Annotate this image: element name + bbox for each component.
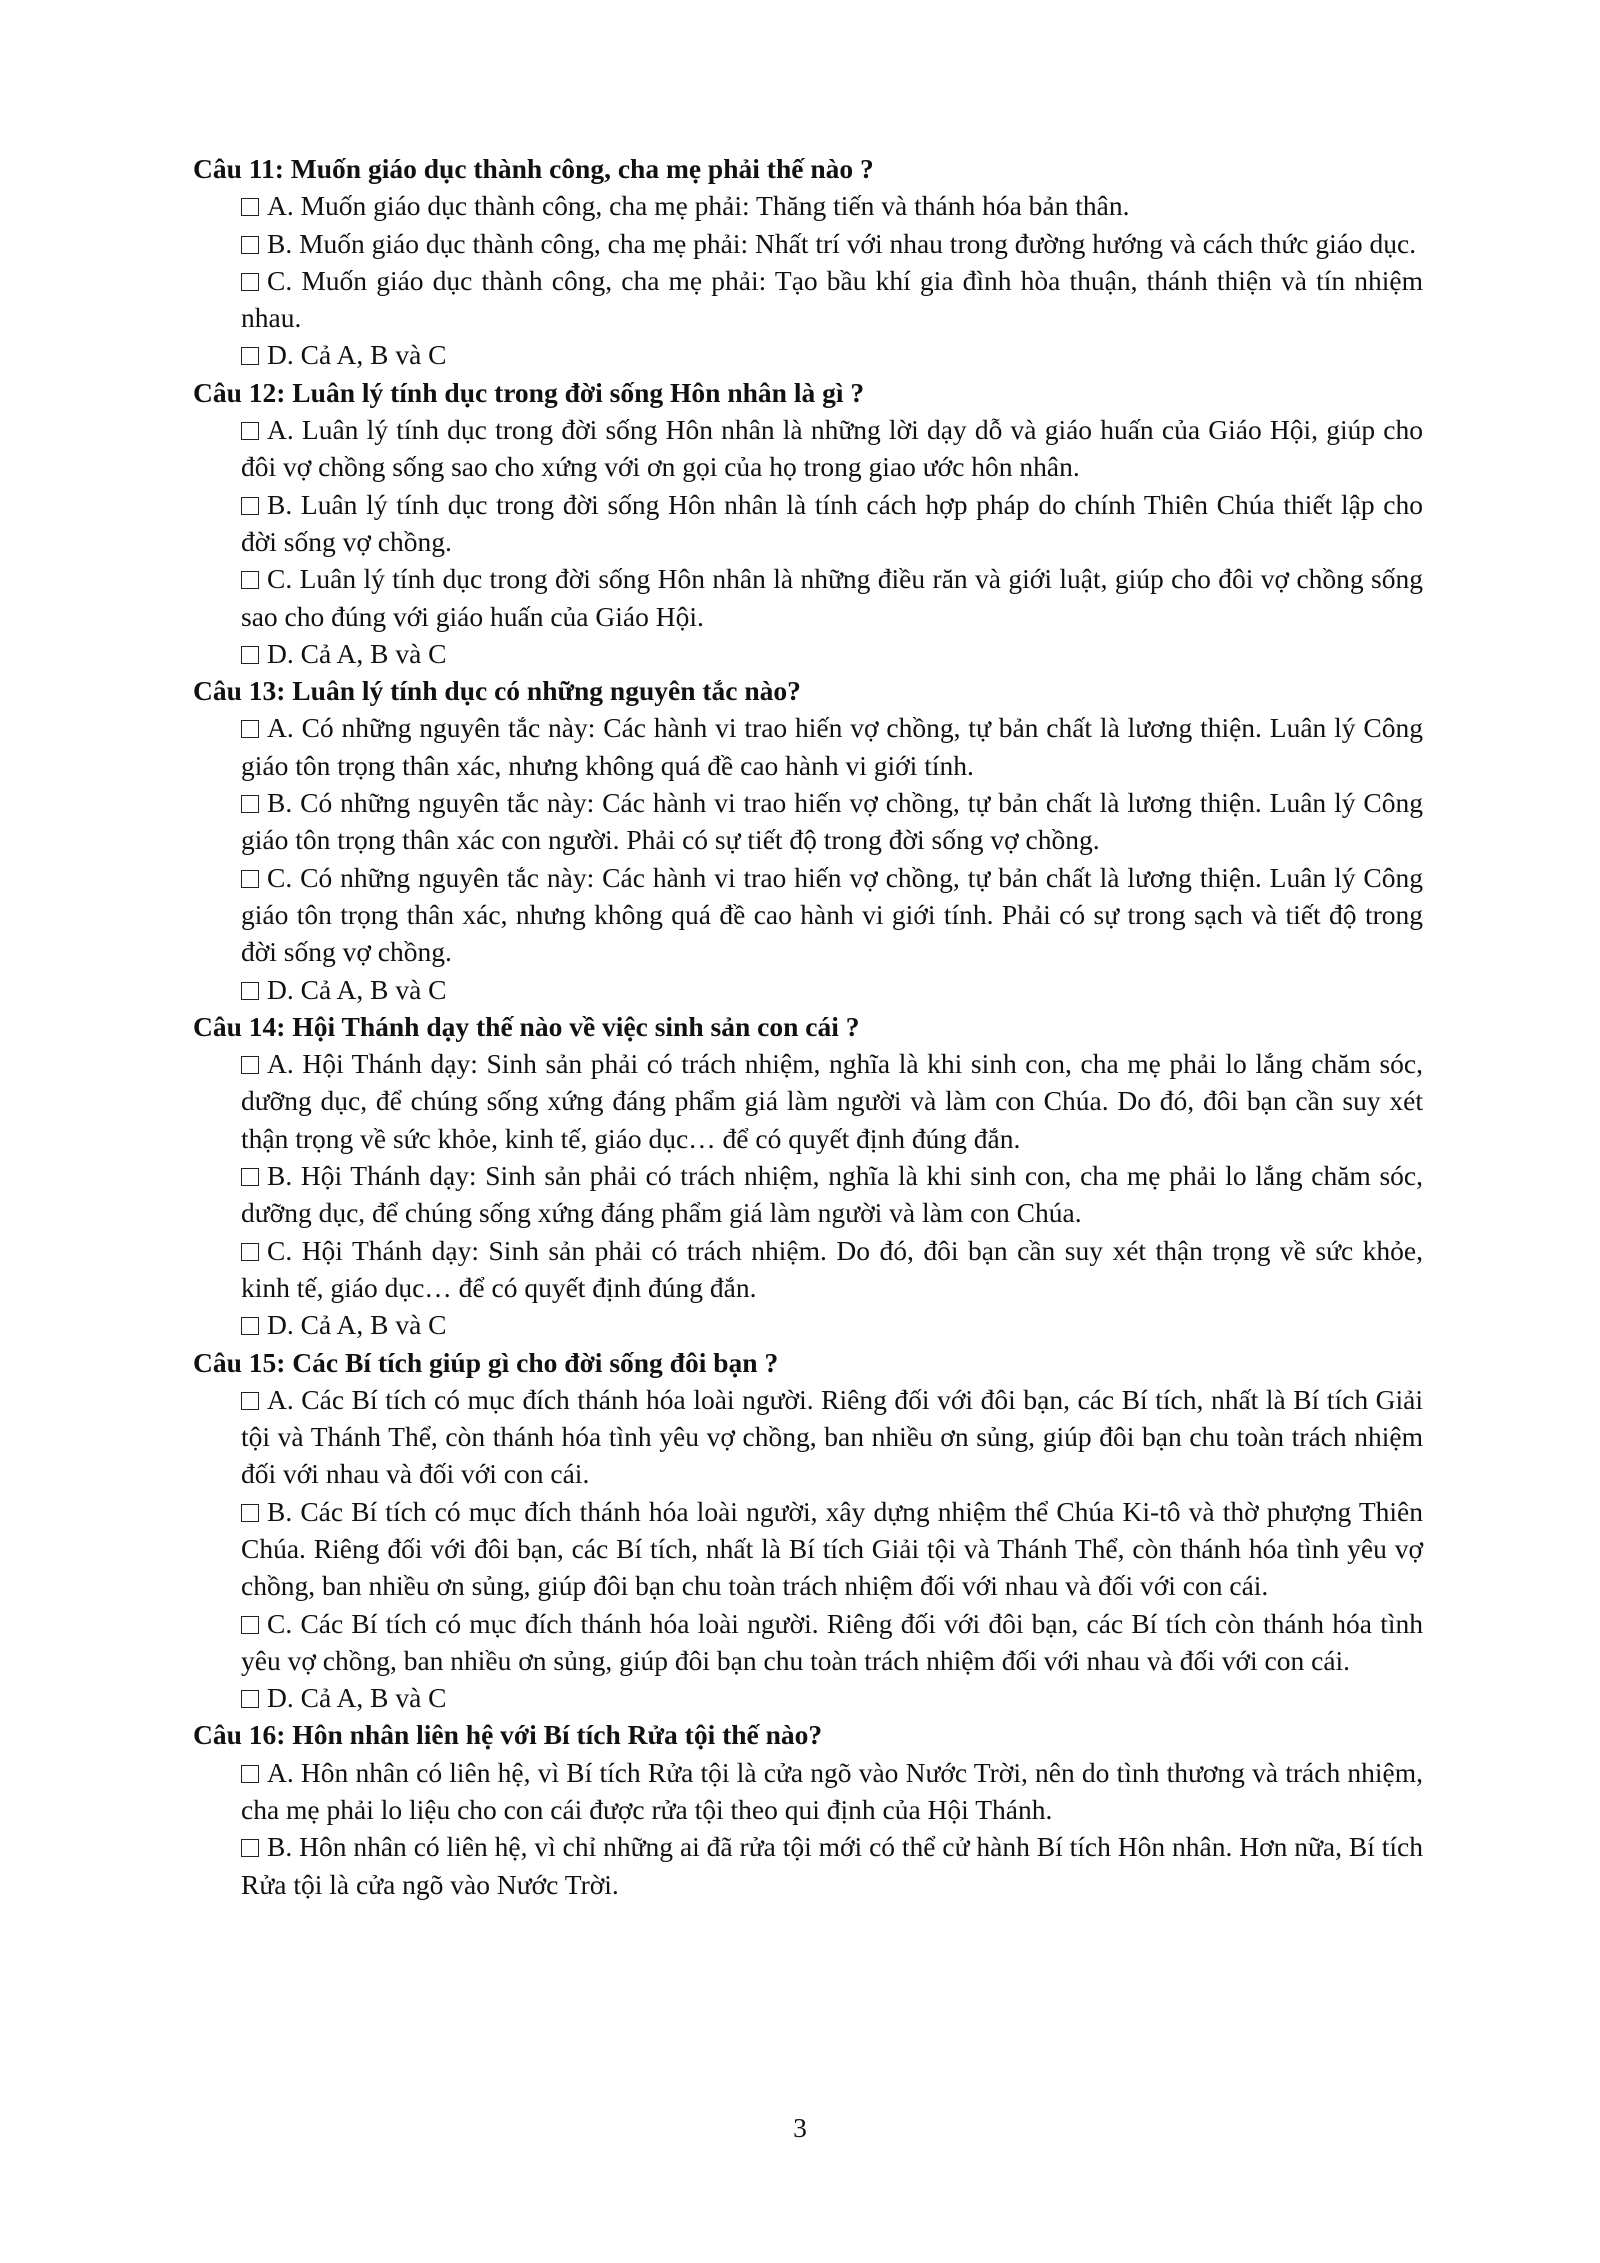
option-text: A. Có những nguyên tắc này: Các hành vi trao hiến vợ chồng, tự bản chất là lương thiện. Luân lý Công giáo tôn trọng thân xác, nhưng không quá đề cao hành vi giới tính.: [241, 712, 1423, 781]
question-title: Câu 15: Các Bí tích giúp gì cho đời sống đôi bạn ?: [193, 1346, 779, 1378]
checkbox-icon[interactable]: [241, 1765, 259, 1783]
checkbox-icon[interactable]: [241, 1056, 259, 1074]
option-text: B. Hôn nhân có liên hệ, vì chỉ những ai đã rửa tội mới có thể cử hành Bí tích Hôn nhân. Hơn nữa, Bí tích Rửa tội là cửa ngõ vào Nước Trời.: [241, 1831, 1423, 1900]
option-text: C. Muốn giáo dục thành công, cha mẹ phải: Tạo bầu khí gia đình hòa thuận, thánh thiện và tín nhiệm nhau.: [241, 264, 1423, 334]
answer-option-b[interactable]: [193, 784, 1423, 859]
answer-option-b[interactable]: [193, 486, 1423, 561]
question-16: [193, 1716, 1423, 1902]
checkbox-icon[interactable]: [241, 198, 259, 216]
checkbox-icon[interactable]: [241, 273, 259, 291]
option-text: B. Có những nguyên tắc này: Các hành vi trao hiến vợ chồng, tự bản chất là lương thiện. Luân lý Công giáo tôn trọng thân xác con người. Phải có sự tiết độ trong đời sống vợ chồng.: [241, 787, 1423, 856]
document-body: [193, 150, 1423, 1903]
answer-option-a[interactable]: [193, 1381, 1423, 1493]
checkbox-icon[interactable]: [241, 1317, 259, 1335]
option-text: A. Các Bí tích có mục đích thánh hóa loài người. Riêng đối với đôi bạn, các Bí tích, nhất là Bí tích Giải tội và Thánh Thể, còn thánh hóa tình yêu vợ chồng, ban nhiều ơn sủng, giúp đôi bạn chu toàn trách nhiệm đối với nhau và đối với con cái.: [241, 1383, 1423, 1490]
answer-option-b[interactable]: [193, 225, 1423, 262]
option-text: B. Luân lý tính dục trong đời sống Hôn nhân là tính cách hợp pháp do chính Thiên Chúa thiết lập cho đời sống vợ chồng.: [241, 488, 1423, 557]
question-12: [193, 374, 1423, 672]
question-15: [193, 1344, 1423, 1717]
option-text: C. Luân lý tính dục trong đời sống Hôn nhân là những điều răn và giới luật, giúp cho đôi vợ chồng sống sao cho đúng với giáo huấn của Giáo Hội.: [241, 563, 1423, 632]
checkbox-icon[interactable]: [241, 571, 259, 589]
question-title: Câu 12: Luân lý tính dục trong đời sống Hôn nhân là gì ?: [193, 376, 865, 408]
answer-option-d[interactable]: [193, 1306, 1423, 1343]
option-text: D. Cả A, B và C: [267, 973, 447, 1005]
question-title: Câu 14: Hội Thánh dạy thế nào về việc sinh sản con cái ?: [193, 1010, 860, 1042]
checkbox-icon[interactable]: [241, 497, 259, 515]
option-text: C. Các Bí tích có mục đích thánh hóa loài người. Riêng đối với đôi bạn, các Bí tích còn thánh hóa tình yêu vợ chồng, ban nhiều ơn sủng, giúp đôi bạn chu toàn trách nhiệm đối với nhau và đối với con cái.: [241, 1607, 1423, 1676]
question-title: Câu 11: Muốn giáo dục thành công, cha mẹ phải thế nào ?: [193, 153, 874, 184]
option-text: A. Luân lý tính dục trong đời sống Hôn nhân là những lời dạy dỗ và giáo huấn của Giáo Hội, giúp cho đôi vợ chồng sống sao cho xứng với ơn gọi của họ trong giao ước hôn nhân.: [241, 414, 1423, 483]
checkbox-icon[interactable]: [241, 236, 259, 254]
checkbox-icon[interactable]: [241, 870, 259, 888]
answer-option-a[interactable]: [193, 1045, 1423, 1157]
page-number: 3: [793, 2112, 807, 2143]
checkbox-icon[interactable]: [241, 795, 259, 813]
answer-option-c[interactable]: [193, 1605, 1423, 1680]
option-text: B. Hội Thánh dạy: Sinh sản phải có trách nhiệm, nghĩa là khi sinh con, cha mẹ phải lo lắng chăm sóc, dưỡng dục, để chúng sống xứng đáng phẩm giá làm người và làm con Chúa.: [241, 1160, 1423, 1229]
answer-option-c[interactable]: [193, 1232, 1423, 1307]
question-11: [193, 150, 1423, 374]
answer-option-c[interactable]: [193, 560, 1423, 635]
option-text: D. Cả A, B và C: [267, 637, 447, 669]
answer-option-c[interactable]: [193, 262, 1423, 337]
question-13: [193, 672, 1423, 1008]
option-text: D. Cả A, B và C: [267, 339, 447, 371]
option-text: A. Hôn nhân có liên hệ, vì Bí tích Rửa tội là cửa ngõ vào Nước Trời, nên do tình thương và trách nhiệm, cha mẹ phải lo liệu cho con cái được rửa tội theo qui định của Hội Thánh.: [241, 1756, 1423, 1826]
checkbox-icon[interactable]: [241, 1168, 259, 1186]
answer-option-b[interactable]: [193, 1157, 1423, 1232]
checkbox-icon[interactable]: [241, 1392, 259, 1410]
checkbox-icon[interactable]: [241, 422, 259, 440]
option-text: A. Hội Thánh dạy: Sinh sản phải có trách nhiệm, nghĩa là khi sinh con, cha mẹ phải lo lắng chăm sóc, dưỡng dục, để chúng sống xứng đáng phẩm giá làm người và làm con Chúa. Do đó, đôi bạn cần suy xét thận trọng về sức khỏe, kinh tế, giáo dục… để có quyết định đúng đắn.: [241, 1048, 1423, 1154]
answer-option-a[interactable]: [193, 187, 1423, 224]
option-text: D. Cả A, B và C: [267, 1309, 447, 1341]
answer-option-d[interactable]: [193, 336, 1423, 373]
answer-option-d[interactable]: [193, 635, 1423, 672]
option-text: B. Muốn giáo dục thành công, cha mẹ phải: Nhất trí với nhau trong đường hướng và cách thức giáo dục.: [267, 227, 1417, 259]
answer-option-c[interactable]: [193, 859, 1423, 971]
checkbox-icon[interactable]: [241, 347, 259, 365]
option-text: B. Các Bí tích có mục đích thánh hóa loài người, xây dựng nhiệm thể Chúa Ki-tô và thờ phượng Thiên Chúa. Riêng đối với đôi bạn, các Bí tích, nhất là Bí tích Giải tội và Thánh Thể, còn thánh hóa tình yêu vợ chồng, ban nhiều ơn sủng, giúp đôi bạn chu toàn trách nhiệm đối với nhau và đối với con cái.: [241, 1495, 1423, 1602]
answer-option-b[interactable]: [193, 1493, 1423, 1605]
option-text: C. Hội Thánh dạy: Sinh sản phải có trách nhiệm. Do đó, đôi bạn cần suy xét thận trọng về sức khỏe, kinh tế, giáo dục… để có quyết định đúng đắn.: [241, 1234, 1423, 1303]
option-text: C. Có những nguyên tắc này: Các hành vi trao hiến vợ chồng, tự bản chất là lương thiện. Luân lý Công giáo tôn trọng thân xác, nhưng không quá đề cao hành vi giới tính. Phải có sự trong sạch và tiết độ trong đời sống vợ chồng.: [241, 861, 1423, 968]
option-text: D. Cả A, B và C: [267, 1682, 447, 1714]
checkbox-icon[interactable]: [241, 1690, 259, 1708]
answer-option-a[interactable]: [193, 411, 1423, 486]
answer-option-a[interactable]: [193, 709, 1423, 784]
question-title: Câu 13: Luân lý tính dục có những nguyên tắc nào?: [193, 675, 801, 707]
answer-option-b[interactable]: [193, 1828, 1423, 1903]
answer-option-d[interactable]: [193, 971, 1423, 1008]
checkbox-icon[interactable]: [241, 1243, 259, 1261]
question-title: Câu 16: Hôn nhân liên hệ với Bí tích Rửa tội thế nào?: [193, 1719, 823, 1751]
option-text: A. Muốn giáo dục thành công, cha mẹ phải: Thăng tiến và thánh hóa bản thân.: [267, 190, 1130, 222]
answer-option-d[interactable]: [193, 1679, 1423, 1716]
checkbox-icon[interactable]: [241, 646, 259, 664]
question-14: [193, 1008, 1423, 1344]
checkbox-icon[interactable]: [241, 1504, 259, 1522]
checkbox-icon[interactable]: [241, 1839, 259, 1857]
checkbox-icon[interactable]: [241, 720, 259, 738]
answer-option-a[interactable]: [193, 1754, 1423, 1829]
checkbox-icon[interactable]: [241, 1616, 259, 1634]
checkbox-icon[interactable]: [241, 982, 259, 1000]
